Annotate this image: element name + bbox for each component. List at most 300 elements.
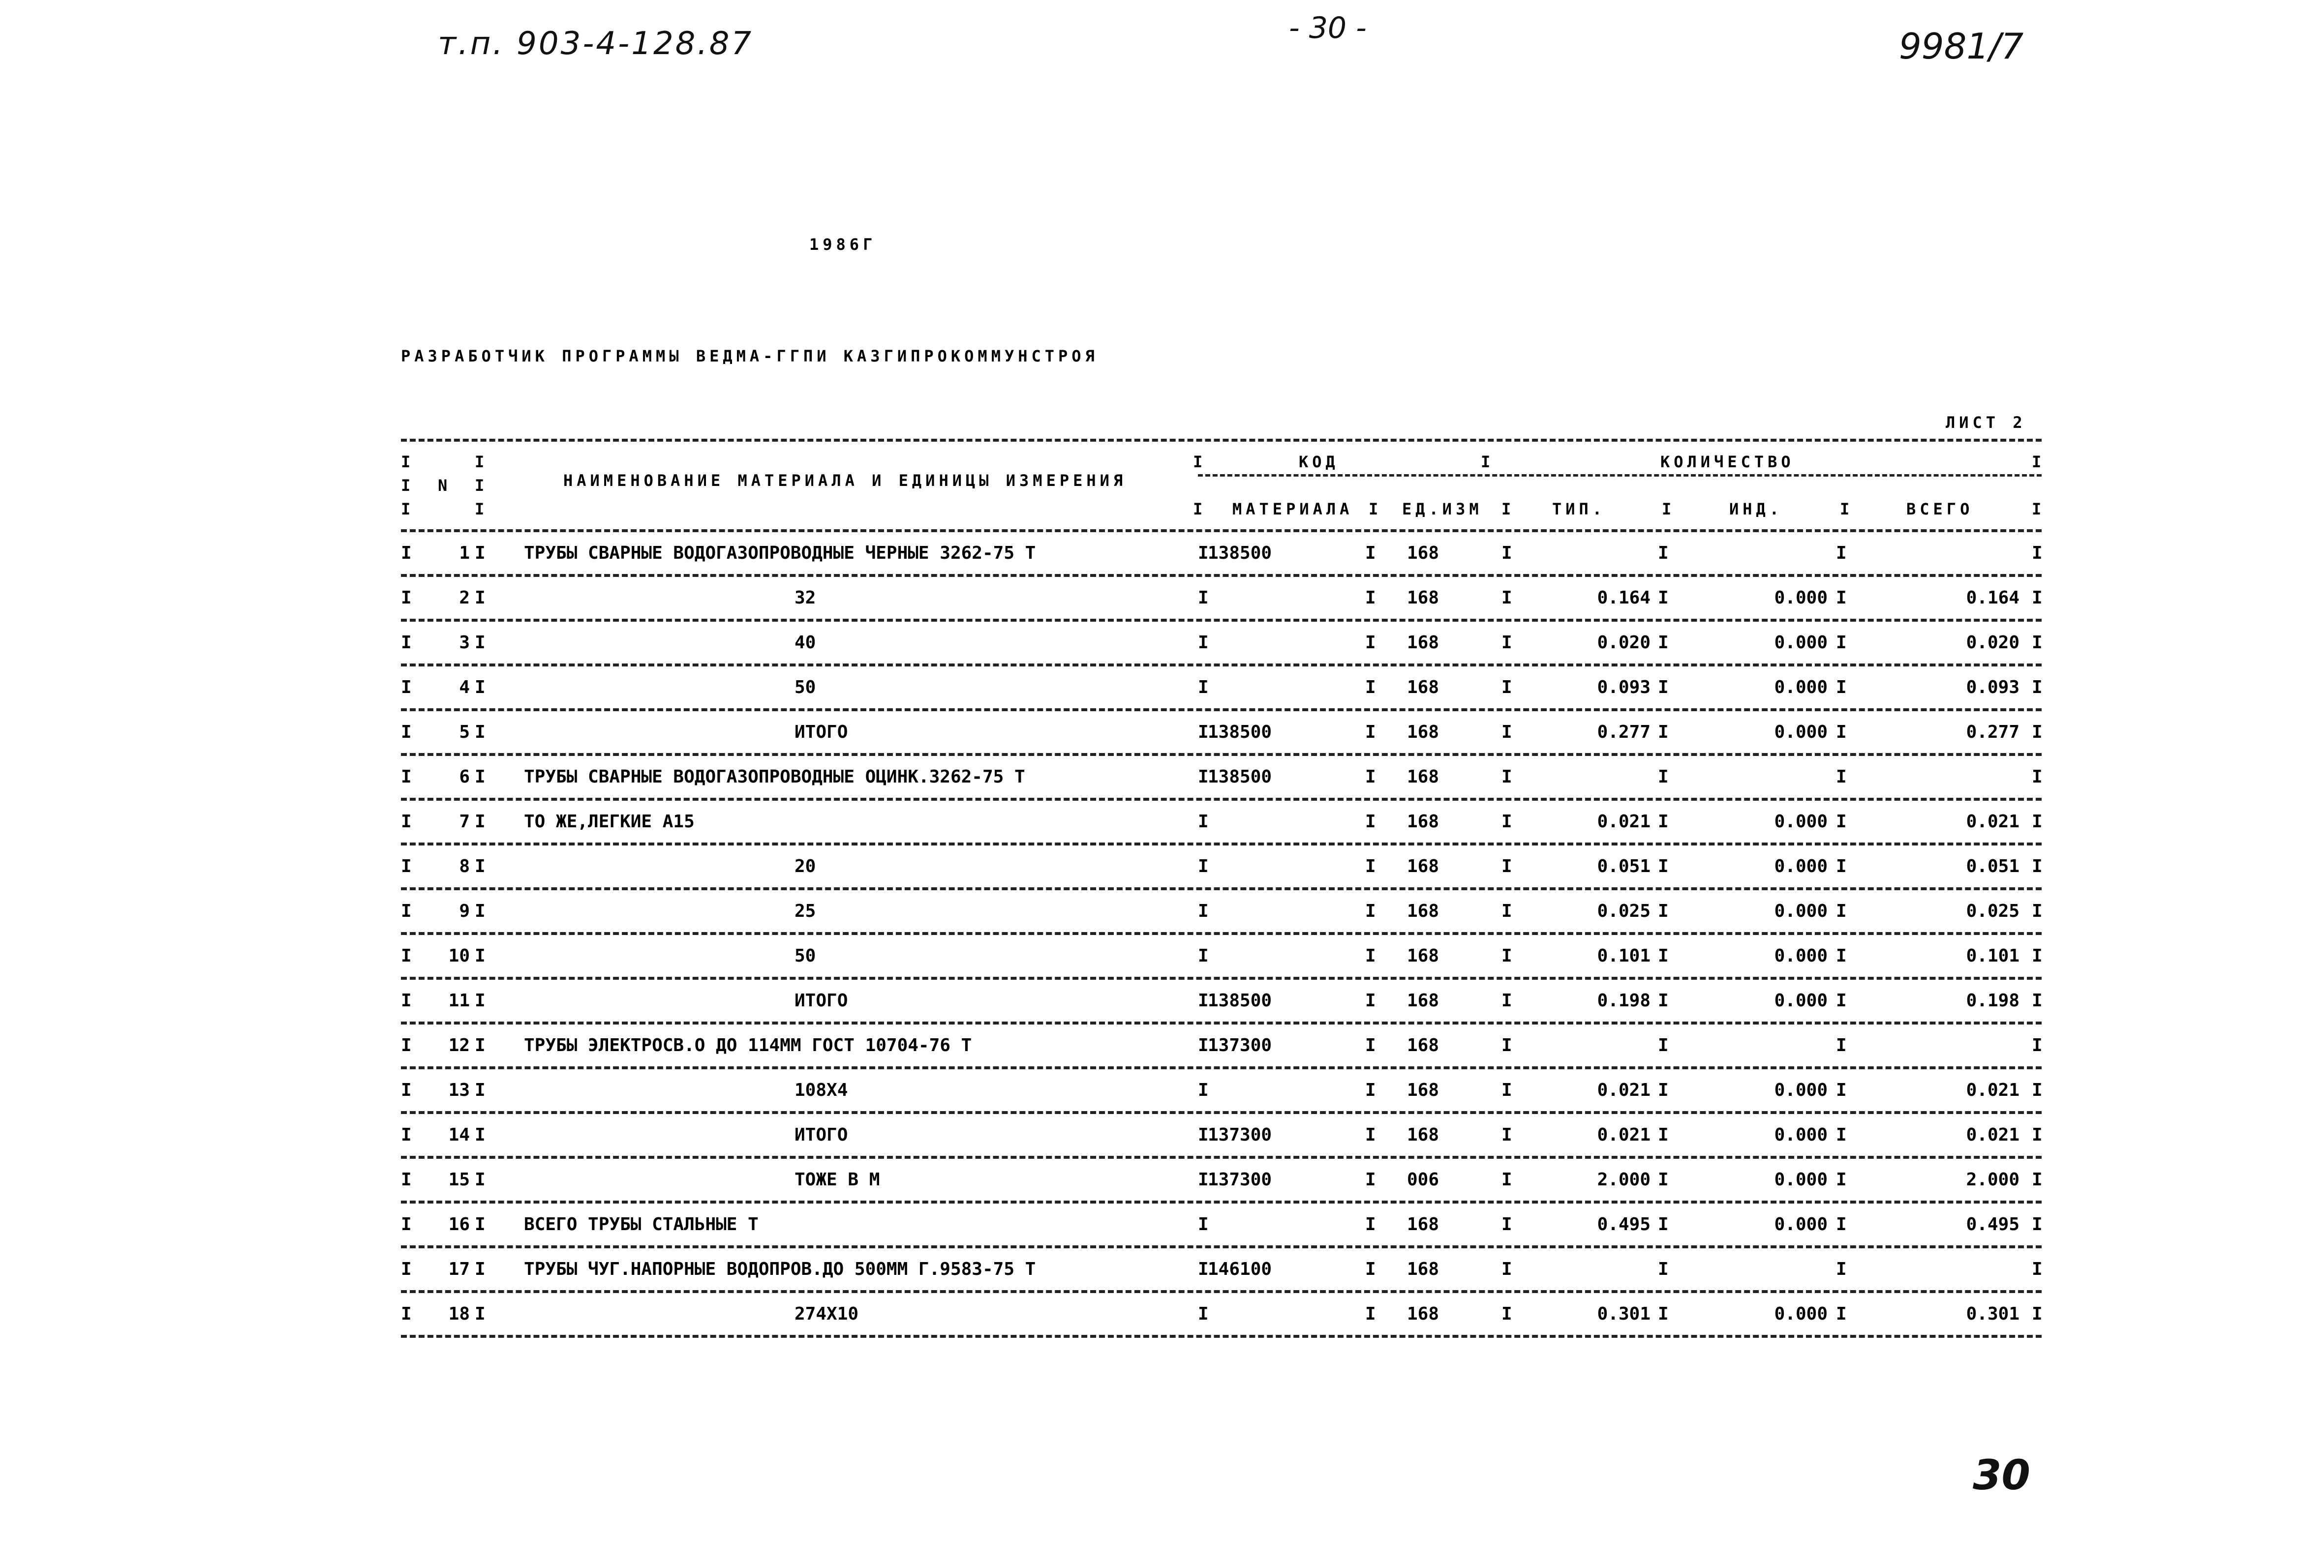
cell-unit: 168: [1407, 767, 1439, 787]
cell-separator: I: [1501, 543, 1512, 563]
table-row: [401, 622, 2042, 666]
cell-separator: I: [401, 543, 412, 563]
cell-separator: I: [1365, 588, 1376, 608]
cell-separator: I: [1365, 991, 1376, 1011]
cell-n: 8: [459, 856, 470, 876]
cell-name: 25: [795, 901, 816, 921]
table-row: [401, 1025, 2042, 1069]
cell-separator: I: [1658, 722, 1669, 742]
cell-separator: I: [401, 1035, 412, 1055]
cell-ind: 0.000: [1774, 946, 1828, 966]
cell-separator: I: [1198, 633, 1209, 653]
cell-separator: I: [475, 856, 486, 876]
cell-separator: I: [1836, 991, 1847, 1011]
cell-separator: I: [401, 1259, 412, 1279]
cell-unit: 168: [1407, 1259, 1439, 1279]
cell-separator: I: [1836, 812, 1847, 832]
cell-separator: I: [1836, 722, 1847, 742]
cell-separator: I: [2032, 722, 2043, 742]
year-label: 1986Г: [809, 235, 877, 254]
cell-material-code: 138500: [1208, 767, 1272, 787]
cell-separator: I: [2032, 991, 2043, 1011]
cell-separator: I: [1501, 1214, 1512, 1235]
cell-separator: I: [1198, 543, 1209, 563]
cell-separator: I: [1658, 901, 1669, 921]
cell-separator: I: [475, 722, 486, 742]
cell-material-code: 146100: [1208, 1259, 1272, 1279]
cell-typ: 0.277: [1597, 722, 1651, 742]
cell-separator: I: [401, 946, 412, 966]
cell-separator: I: [401, 1080, 412, 1100]
cell-separator: I: [475, 1080, 486, 1100]
cell-separator: I: [2032, 677, 2043, 697]
cell-separator: I: [1501, 1304, 1512, 1324]
cell-separator: I: [2032, 1214, 2043, 1235]
cell-separator: I: [1836, 1125, 1847, 1145]
cell-separator: I: [1836, 856, 1847, 876]
cell-separator: I: [1365, 856, 1376, 876]
cell-total: 0.021: [1966, 1080, 2019, 1100]
cell-n: 9: [459, 901, 470, 921]
table-body: [401, 532, 2042, 1338]
cell-separator: I: [1365, 1080, 1376, 1100]
cell-separator: I: [475, 588, 486, 608]
cell-separator: I: [475, 1214, 486, 1235]
cell-separator: I: [1501, 1170, 1512, 1190]
cell-separator: I: [1365, 1035, 1376, 1055]
cell-separator: I: [1501, 812, 1512, 832]
developer-line: РАЗРАБОТЧИК ПРОГРАММЫ ВЕДМА-ГГПИ КАЗГИПРОКОММУНСТРОЯ: [401, 347, 1099, 365]
cell-separator: I: [2032, 1080, 2043, 1100]
cell-separator: I: [1501, 856, 1512, 876]
cell-separator: I: [475, 633, 486, 653]
cell-name: 108Х4: [795, 1080, 848, 1100]
cell-name: ИТОГО: [795, 722, 848, 742]
cell-separator: I: [2032, 1259, 2043, 1279]
cell-separator: I: [2032, 1170, 2043, 1190]
table-row: [401, 1069, 2042, 1114]
cell-separator: I: [1365, 1125, 1376, 1145]
header-ind: ИНД.: [1729, 500, 1783, 518]
cell-separator: I: [1365, 767, 1376, 787]
cell-separator: I: [1658, 677, 1669, 697]
table-row: [401, 1114, 2042, 1159]
cell-total: 0.021: [1966, 1125, 2019, 1145]
cell-separator: I: [1836, 1170, 1847, 1190]
cell-material-code: 137300: [1208, 1035, 1272, 1055]
cell-total: 0.495: [1966, 1214, 2019, 1235]
cell-unit: 168: [1407, 633, 1439, 653]
cell-separator: I: [1365, 722, 1376, 742]
cell-separator: I: [1658, 1035, 1669, 1055]
cell-separator: I: [1658, 1214, 1669, 1235]
cell-separator: I: [475, 946, 486, 966]
cell-name: ТОЖЕ В М: [795, 1170, 880, 1190]
cell-material-code: 137300: [1208, 1170, 1272, 1190]
cell-separator: I: [1658, 1170, 1669, 1190]
cell-n: 13: [448, 1080, 470, 1100]
header-separator: I: [401, 476, 415, 495]
cell-separator: I: [1198, 856, 1209, 876]
cell-typ: 2.000: [1597, 1170, 1651, 1190]
cell-unit: 006: [1407, 1170, 1439, 1190]
cell-separator: I: [1501, 633, 1512, 653]
cell-separator: I: [2032, 812, 2043, 832]
cell-name: 40: [795, 633, 816, 653]
header-separator: I: [475, 500, 489, 518]
cell-total: 0.301: [1966, 1304, 2019, 1324]
cell-separator: I: [1198, 767, 1209, 787]
header-separator: I: [1193, 452, 1207, 471]
cell-separator: I: [1365, 1214, 1376, 1235]
cell-unit: 168: [1407, 1304, 1439, 1324]
cell-separator: I: [1365, 543, 1376, 563]
cell-total: 0.020: [1966, 633, 2019, 653]
cell-name: 20: [795, 856, 816, 876]
cell-separator: I: [1658, 1259, 1669, 1279]
cell-unit: 168: [1407, 901, 1439, 921]
cell-separator: I: [1198, 1170, 1209, 1190]
header-separator: I: [1501, 500, 1515, 518]
cell-ind: 0.000: [1774, 1080, 1828, 1100]
header-separator: I: [401, 500, 415, 518]
corner-page-number: 30: [1973, 1451, 2030, 1499]
cell-separator: I: [1836, 1259, 1847, 1279]
cell-separator: I: [1365, 901, 1376, 921]
header-separator: I: [401, 452, 415, 471]
cell-ind: 0.000: [1774, 1170, 1828, 1190]
cell-n: 6: [459, 767, 470, 787]
cell-separator: I: [475, 1304, 486, 1324]
cell-separator: I: [1836, 901, 1847, 921]
cell-separator: I: [475, 812, 486, 832]
header-material: МАТЕРИАЛА: [1232, 500, 1353, 518]
cell-separator: I: [2032, 1304, 2043, 1324]
cell-ind: 0.000: [1774, 677, 1828, 697]
cell-separator: I: [1198, 1125, 1209, 1145]
cell-unit: 168: [1407, 1035, 1439, 1055]
cell-typ: 0.051: [1597, 856, 1651, 876]
cell-separator: I: [475, 901, 486, 921]
table-row: [401, 532, 2042, 577]
table-header: [401, 442, 2046, 529]
cell-separator: I: [1658, 856, 1669, 876]
cell-separator: I: [401, 812, 412, 832]
cell-name: 50: [795, 946, 816, 966]
cell-separator: I: [1501, 767, 1512, 787]
cell-total: 0.021: [1966, 812, 2019, 832]
table-row: [401, 577, 2042, 622]
header-separator: I: [1662, 500, 1676, 518]
cell-unit: 168: [1407, 1080, 1439, 1100]
header-separator: I: [475, 452, 489, 471]
table-row: [401, 1293, 2042, 1338]
cell-n: 5: [459, 722, 470, 742]
cell-separator: I: [401, 991, 412, 1011]
cell-separator: I: [1836, 1035, 1847, 1055]
cell-unit: 168: [1407, 856, 1439, 876]
cell-separator: I: [2032, 1035, 2043, 1055]
cell-separator: I: [1365, 677, 1376, 697]
header-n: N: [438, 476, 452, 495]
cell-separator: I: [1365, 1304, 1376, 1324]
cell-typ: 0.025: [1597, 901, 1651, 921]
cell-separator: I: [1198, 1214, 1209, 1235]
cell-unit: 168: [1407, 812, 1439, 832]
cell-separator: I: [1501, 588, 1512, 608]
header-sub-rule: [1198, 474, 2042, 477]
cell-separator: I: [1658, 1080, 1669, 1100]
cell-typ: 0.021: [1597, 1125, 1651, 1145]
cell-separator: I: [1658, 1125, 1669, 1145]
cell-separator: I: [1836, 767, 1847, 787]
cell-typ: 0.198: [1597, 991, 1651, 1011]
header-qty-group: КОЛИЧЕСТВО: [1660, 452, 1795, 471]
cell-separator: I: [1198, 812, 1209, 832]
cell-separator: I: [1198, 1304, 1209, 1324]
cell-separator: I: [2032, 633, 2043, 653]
cell-separator: I: [2032, 588, 2043, 608]
cell-separator: I: [475, 991, 486, 1011]
cell-name: ТРУБЫ ЭЛЕКТРОСВ.О ДО 114ММ ГОСТ 10704-76 Т: [524, 1035, 972, 1055]
cell-total: 0.198: [1966, 991, 2019, 1011]
header-separator: I: [2032, 500, 2046, 518]
cell-separator: I: [401, 1214, 412, 1235]
cell-material-code: 137300: [1208, 1125, 1272, 1145]
cell-separator: I: [401, 677, 412, 697]
cell-separator: I: [1198, 901, 1209, 921]
cell-separator: I: [401, 856, 412, 876]
header-separator: I: [2032, 452, 2046, 471]
cell-total: 0.025: [1966, 901, 2019, 921]
cell-n: 16: [448, 1214, 470, 1235]
cell-name: 274Х10: [795, 1304, 859, 1324]
cell-name: ТРУБЫ ЧУГ.НАПОРНЫЕ ВОДОПРОВ.ДО 500ММ Г.9583-75 Т: [524, 1259, 1036, 1279]
cell-ind: 0.000: [1774, 812, 1828, 832]
cell-typ: 0.101: [1597, 946, 1651, 966]
cell-ind: 0.000: [1774, 901, 1828, 921]
header-separator: I: [1481, 452, 1495, 471]
cell-separator: I: [1658, 812, 1669, 832]
cell-ind: 0.000: [1774, 991, 1828, 1011]
archive-number: 9981/7: [1899, 26, 2024, 67]
cell-unit: 168: [1407, 588, 1439, 608]
cell-separator: I: [1658, 633, 1669, 653]
cell-separator: I: [475, 1259, 486, 1279]
cell-separator: I: [1658, 588, 1669, 608]
header-typ: ТИП.: [1552, 500, 1606, 518]
cell-separator: I: [1836, 543, 1847, 563]
cell-separator: I: [475, 543, 486, 563]
cell-separator: I: [1501, 722, 1512, 742]
cell-typ: 0.021: [1597, 1080, 1651, 1100]
cell-unit: 168: [1407, 991, 1439, 1011]
cell-n: 1: [459, 543, 470, 563]
cell-name: 32: [795, 588, 816, 608]
cell-total: 0.101: [1966, 946, 2019, 966]
cell-total: 0.093: [1966, 677, 2019, 697]
cell-separator: I: [1198, 1035, 1209, 1055]
cell-name: ТО ЖЕ,ЛЕГКИЕ А15: [524, 812, 695, 832]
table-row: [401, 1159, 2042, 1204]
header-name: НАИМЕНОВАНИЕ МАТЕРИАЛА И ЕДИНИЦЫ ИЗМЕРЕНИЯ: [563, 471, 1127, 490]
cell-material-code: 138500: [1208, 722, 1272, 742]
cell-separator: I: [475, 1170, 486, 1190]
cell-separator: I: [1365, 1259, 1376, 1279]
cell-n: 7: [459, 812, 470, 832]
cell-name: ВСЕГО ТРУБЫ СТАЛЬНЫЕ Т: [524, 1214, 759, 1235]
cell-unit: 168: [1407, 1125, 1439, 1145]
cell-separator: I: [2032, 856, 2043, 876]
table-row: [401, 935, 2042, 980]
cell-name: ТРУБЫ СВАРНЫЕ ВОДОГАЗОПРОВОДНЫЕ ОЦИНК.3262-75 Т: [524, 767, 1025, 787]
table-row: [401, 845, 2042, 890]
cell-separator: I: [401, 767, 412, 787]
header-separator: I: [1840, 500, 1854, 518]
cell-separator: I: [1198, 588, 1209, 608]
table-row: [401, 890, 2042, 935]
header-unit: ЕД.ИЗМ: [1402, 500, 1483, 518]
cell-name: ИТОГО: [795, 991, 848, 1011]
cell-typ: 0.301: [1597, 1304, 1651, 1324]
cell-separator: I: [1198, 946, 1209, 966]
cell-ind: 0.000: [1774, 1304, 1828, 1324]
cell-name: 50: [795, 677, 816, 697]
cell-separator: I: [1365, 946, 1376, 966]
cell-separator: I: [1501, 901, 1512, 921]
cell-separator: I: [2032, 901, 2043, 921]
cell-material-code: 138500: [1208, 543, 1272, 563]
cell-ind: 0.000: [1774, 722, 1828, 742]
cell-separator: I: [2032, 946, 2043, 966]
cell-n: 18: [448, 1304, 470, 1324]
cell-separator: I: [1658, 543, 1669, 563]
cell-unit: 168: [1407, 1214, 1439, 1235]
cell-total: 0.051: [1966, 856, 2019, 876]
header-total: ВСЕГО: [1906, 500, 1974, 518]
cell-unit: 168: [1407, 946, 1439, 966]
cell-separator: I: [1365, 633, 1376, 653]
table-row: [401, 980, 2042, 1025]
cell-unit: 168: [1407, 722, 1439, 742]
cell-separator: I: [1836, 1304, 1847, 1324]
cell-separator: I: [2032, 767, 2043, 787]
cell-typ: 0.495: [1597, 1214, 1651, 1235]
cell-typ: 0.164: [1597, 588, 1651, 608]
cell-separator: I: [401, 1170, 412, 1190]
table-row: [401, 1248, 2042, 1293]
cell-n: 2: [459, 588, 470, 608]
cell-n: 4: [459, 677, 470, 697]
header-code-group: КОД: [1299, 452, 1339, 471]
cell-n: 15: [448, 1170, 470, 1190]
cell-separator: I: [1198, 1080, 1209, 1100]
cell-separator: I: [1198, 677, 1209, 697]
cell-separator: I: [401, 901, 412, 921]
cell-n: 14: [448, 1125, 470, 1145]
cell-separator: I: [1501, 1080, 1512, 1100]
cell-separator: I: [2032, 1125, 2043, 1145]
cell-material-code: 138500: [1208, 991, 1272, 1011]
cell-separator: I: [401, 588, 412, 608]
cell-total: 0.164: [1966, 588, 2019, 608]
document-code: т.п. 903-4-128.87: [438, 26, 754, 62]
table-row: [401, 756, 2042, 801]
cell-separator: I: [401, 633, 412, 653]
cell-ind: 0.000: [1774, 1214, 1828, 1235]
cell-separator: I: [1365, 1170, 1376, 1190]
cell-separator: I: [1836, 1080, 1847, 1100]
cell-n: 11: [448, 991, 470, 1011]
cell-ind: 0.000: [1774, 588, 1828, 608]
cell-unit: 168: [1407, 543, 1439, 563]
cell-n: 10: [448, 946, 470, 966]
cell-typ: 0.093: [1597, 677, 1651, 697]
cell-typ: 0.020: [1597, 633, 1651, 653]
cell-separator: I: [1365, 812, 1376, 832]
cell-total: 2.000: [1966, 1170, 2019, 1190]
header-separator: I: [1193, 500, 1207, 518]
cell-separator: I: [401, 1304, 412, 1324]
cell-ind: 0.000: [1774, 633, 1828, 653]
cell-n: 12: [448, 1035, 470, 1055]
materials-table: [401, 439, 2046, 1338]
cell-name: ИТОГО: [795, 1125, 848, 1145]
cell-unit: 168: [1407, 677, 1439, 697]
cell-n: 17: [448, 1259, 470, 1279]
cell-separator: I: [1501, 1259, 1512, 1279]
table-row: [401, 711, 2042, 756]
cell-separator: I: [1501, 1125, 1512, 1145]
header-separator: I: [1369, 500, 1382, 518]
cell-separator: I: [1501, 946, 1512, 966]
cell-name: ТРУБЫ СВАРНЫЕ ВОДОГАЗОПРОВОДНЫЕ ЧЕРНЫЕ 3262-75 Т: [524, 543, 1036, 563]
cell-separator: I: [1836, 1214, 1847, 1235]
cell-separator: I: [1501, 991, 1512, 1011]
cell-separator: I: [1501, 677, 1512, 697]
cell-separator: I: [1198, 1259, 1209, 1279]
cell-separator: I: [401, 1125, 412, 1145]
cell-separator: I: [475, 677, 486, 697]
cell-separator: I: [2032, 543, 2043, 563]
cell-separator: I: [475, 767, 486, 787]
table-row: [401, 801, 2042, 845]
cell-separator: I: [1836, 677, 1847, 697]
cell-separator: I: [1658, 946, 1669, 966]
cell-separator: I: [1658, 1304, 1669, 1324]
cell-typ: 0.021: [1597, 812, 1651, 832]
cell-ind: 0.000: [1774, 1125, 1828, 1145]
cell-ind: 0.000: [1774, 856, 1828, 876]
cell-n: 3: [459, 633, 470, 653]
cell-separator: I: [1198, 991, 1209, 1011]
table-row: [401, 666, 2042, 711]
cell-total: 0.277: [1966, 722, 2019, 742]
cell-separator: I: [1658, 767, 1669, 787]
cell-separator: I: [1658, 991, 1669, 1011]
cell-separator: I: [475, 1125, 486, 1145]
table-row: [401, 1204, 2042, 1248]
sheet-label: ЛИСТ 2: [1946, 413, 2026, 432]
cell-separator: I: [1198, 722, 1209, 742]
cell-separator: I: [1836, 588, 1847, 608]
cell-separator: I: [475, 1035, 486, 1055]
cell-separator: I: [401, 722, 412, 742]
cell-separator: I: [1836, 633, 1847, 653]
header-separator: I: [475, 476, 489, 495]
page-number: - 30 -: [1289, 11, 1367, 45]
cell-separator: I: [1501, 1035, 1512, 1055]
